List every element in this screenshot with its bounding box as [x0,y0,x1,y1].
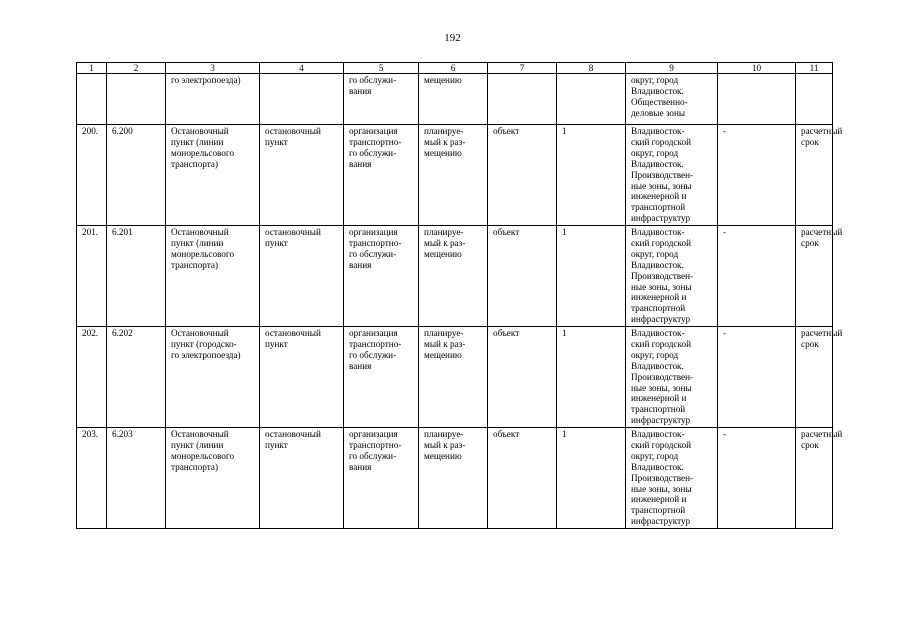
cell-purpose [344,74,419,125]
cell-line: Производствен- [631,270,694,281]
header-cell-3: 3 [166,63,260,74]
cell-line: го электропоезда) [171,75,241,85]
cell-unit [488,428,557,529]
cell-line: расчетный [801,429,843,439]
cell-deadline [796,327,843,428]
cell-quantity [557,74,626,125]
cell-line: срок [801,136,819,147]
header-cell-1: 1 [77,63,107,74]
cell-unit [488,125,557,226]
cell-line: 203. [82,429,99,439]
cell-type [260,125,344,226]
cell-line: монорельсового [171,248,235,259]
cell-line: инфраструктур [631,415,691,426]
cell-purpose [344,125,419,226]
cell-line: округ, город [631,75,679,85]
cell-line: инфраструктур [631,213,691,224]
cell-line: транспортной [631,404,686,415]
cell-line: Производствен- [631,472,694,483]
cell-line: вания [349,360,372,371]
cell-line: пункт [265,237,288,248]
cell-line: Остановочный [171,227,229,237]
table-row [77,125,833,226]
cell-line: планируе- [424,126,464,136]
cell-code [107,428,166,529]
cell-line: инженерной и [631,191,687,202]
cell-line: вания [349,259,372,270]
cell-line: 6.200 [112,126,133,136]
cell-line: Владивосток. [631,158,684,169]
cell-line: планируе- [424,227,464,237]
cell-deadline [796,125,843,226]
cell-number [77,428,107,529]
cell-line: пункт [265,136,288,147]
header-row [77,63,833,74]
cell-line: пункт (линии [171,136,224,147]
cell-type [260,327,344,428]
cell-line: 1 [562,126,567,136]
cell-line: 1 [562,429,567,439]
cell-line: округ, город [631,248,679,259]
cell-line: транспортно- [349,439,402,450]
cell-line: 6.203 [112,429,133,439]
cell-code [107,327,166,428]
cell-line: - [723,126,727,136]
cell-line: мый к раз- [424,439,466,450]
cell-status [419,125,488,226]
cell-line: го обслужи- [349,450,397,461]
cell-line: транспортной [631,303,686,314]
cell-location [626,226,718,327]
cell-line: объект [493,126,520,136]
cell-name [166,226,260,327]
cell-line: инженерной и [631,494,687,505]
cell-purpose [344,428,419,529]
cell-line: остановочный [265,126,321,136]
cell-location [626,74,718,125]
cell-line: расчетный [801,328,843,338]
cell-line: транспорта) [171,259,219,270]
cell-line: транспортно- [349,136,402,147]
header-cell-8: 8 [557,63,626,74]
cell-unit [488,226,557,327]
cell-line: мещению [424,75,462,85]
header-cell-11: 11 [796,63,833,74]
cell-line: пункт (линии [171,237,224,248]
cell-line: транспортно- [349,237,402,248]
cell-line: - [723,227,727,237]
cell-zone-param [718,74,796,125]
cell-line: го обслужи- [349,147,397,158]
cell-line: монорельсового [171,147,235,158]
cell-line: Производствен- [631,169,694,180]
cell-line: Владивосток- [631,429,685,439]
header-cell-6: 6 [419,63,488,74]
cell-number [77,125,107,226]
cell-line: транспорта) [171,461,219,472]
cell-type [260,226,344,327]
cell-code [107,125,166,226]
cell-location [626,327,718,428]
table-row [77,226,833,327]
cell-line: монорельсового [171,450,235,461]
cell-quantity [557,226,626,327]
cell-type [260,74,344,125]
cell-zone-param [718,327,796,428]
cell-unit [488,327,557,428]
cell-line: деловые зоны [631,107,686,118]
cell-line: инфраструктур [631,314,691,325]
cell-zone-param [718,428,796,529]
cell-line: ский городской [631,439,691,450]
cell-status [419,74,488,125]
cell-line: ский городской [631,237,691,248]
data-table [76,62,843,529]
cell-line: организация [349,227,398,237]
cell-line: мый к раз- [424,237,466,248]
cell-line: транспортной [631,505,686,516]
header-cell-9: 9 [626,63,718,74]
cell-line: Владивосток. [631,461,684,472]
cell-line: вания [349,461,372,472]
cell-deadline [796,428,843,529]
cell-line: мещению [424,349,462,360]
cell-line: 6.201 [112,227,133,237]
cell-line: Производствен- [631,371,694,382]
cell-line: округ, город [631,147,679,158]
cell-type [260,428,344,529]
cell-line: остановочный [265,227,321,237]
cell-line: инженерной и [631,393,687,404]
cell-line: транспортной [631,202,686,213]
header-cell-10: 10 [718,63,796,74]
cell-status [419,428,488,529]
cell-line: Остановочный [171,429,229,439]
cell-name [166,327,260,428]
cell-quantity [557,327,626,428]
cell-line: Остановочный [171,126,229,136]
cell-line: остановочный [265,429,321,439]
cell-line: срок [801,237,819,248]
cell-line: ные зоны, зоны [631,180,692,191]
cell-line: ные зоны, зоны [631,382,692,393]
cell-line: Владивосток- [631,328,685,338]
cell-number [77,226,107,327]
cell-line: ский городской [631,338,691,349]
cell-line: пункт [265,439,288,450]
cell-location [626,428,718,529]
cell-line: 6.202 [112,328,133,338]
header-cell-4: 4 [260,63,344,74]
cell-line: Владивосток. [631,85,684,96]
cell-line: организация [349,328,398,338]
cell-line: - [723,429,727,439]
table-row [77,428,833,529]
cell-line: пункт [265,338,288,349]
cell-status [419,327,488,428]
cell-zone-param [718,125,796,226]
cell-line: мещению [424,147,462,158]
cell-line: транспортно- [349,338,402,349]
cell-line: мещению [424,248,462,259]
header-cell-7: 7 [488,63,557,74]
cell-code [107,74,166,125]
cell-line: ский городской [631,136,691,147]
cell-zone-param [718,226,796,327]
cell-line: мый к раз- [424,338,466,349]
cell-line: го обслужи- [349,75,397,85]
cell-line: Остановочный [171,328,229,338]
cell-line: мещению [424,450,462,461]
cell-line: срок [801,439,819,450]
cell-quantity [557,428,626,529]
cell-line: пункт (линии [171,439,224,450]
cell-line: Владивосток- [631,126,685,136]
cell-quantity [557,125,626,226]
cell-line: Владивосток- [631,227,685,237]
cell-line: 201. [82,227,99,237]
cell-line: мый к раз- [424,136,466,147]
page-number: 192 [444,32,461,44]
cell-line: вания [349,85,372,96]
cell-line: 202. [82,328,99,338]
cell-line: го обслужи- [349,349,397,360]
cell-line: ные зоны, зоны [631,281,692,292]
cell-line: округ, город [631,349,679,360]
cell-name [166,125,260,226]
cell-unit [488,74,557,125]
cell-line: 1 [562,328,567,338]
cell-line: расчетный [801,227,843,237]
cell-line: вания [349,158,372,169]
cell-line: объект [493,429,520,439]
cell-deadline [796,226,843,327]
cell-line: срок [801,338,819,349]
cell-line: Владивосток. [631,259,684,270]
cell-line: планируе- [424,328,464,338]
cell-line: объект [493,227,520,237]
cell-line: остановочный [265,328,321,338]
table-row-continuation [77,74,833,125]
cell-line: округ, город [631,450,679,461]
cell-number [77,327,107,428]
cell-line: ные зоны, зоны [631,483,692,494]
cell-line: планируе- [424,429,464,439]
cell-line: транспорта) [171,158,219,169]
cell-status [419,226,488,327]
header-cell-2: 2 [107,63,166,74]
cell-line: го обслужи- [349,248,397,259]
cell-line: Владивосток. [631,360,684,371]
cell-line: го электропоезда) [171,349,241,360]
cell-line: организация [349,126,398,136]
cell-line: инженерной и [631,292,687,303]
cell-line: Общественно- [631,96,688,107]
cell-line: пункт (городско- [171,338,237,349]
cell-line: объект [493,328,520,338]
cell-location [626,125,718,226]
cell-purpose [344,327,419,428]
cell-line: расчетный [801,126,843,136]
cell-name [166,74,260,125]
cell-line: организация [349,429,398,439]
cell-name [166,428,260,529]
header-cell-5: 5 [344,63,419,74]
cell-line: инфраструктур [631,516,691,527]
cell-line: - [723,328,727,338]
cell-deadline [796,74,833,125]
cell-line: 1 [562,227,567,237]
cell-line: 200. [82,126,99,136]
table-row [77,327,833,428]
cell-number [77,74,107,125]
table-body [77,63,843,529]
cell-code [107,226,166,327]
cell-purpose [344,226,419,327]
